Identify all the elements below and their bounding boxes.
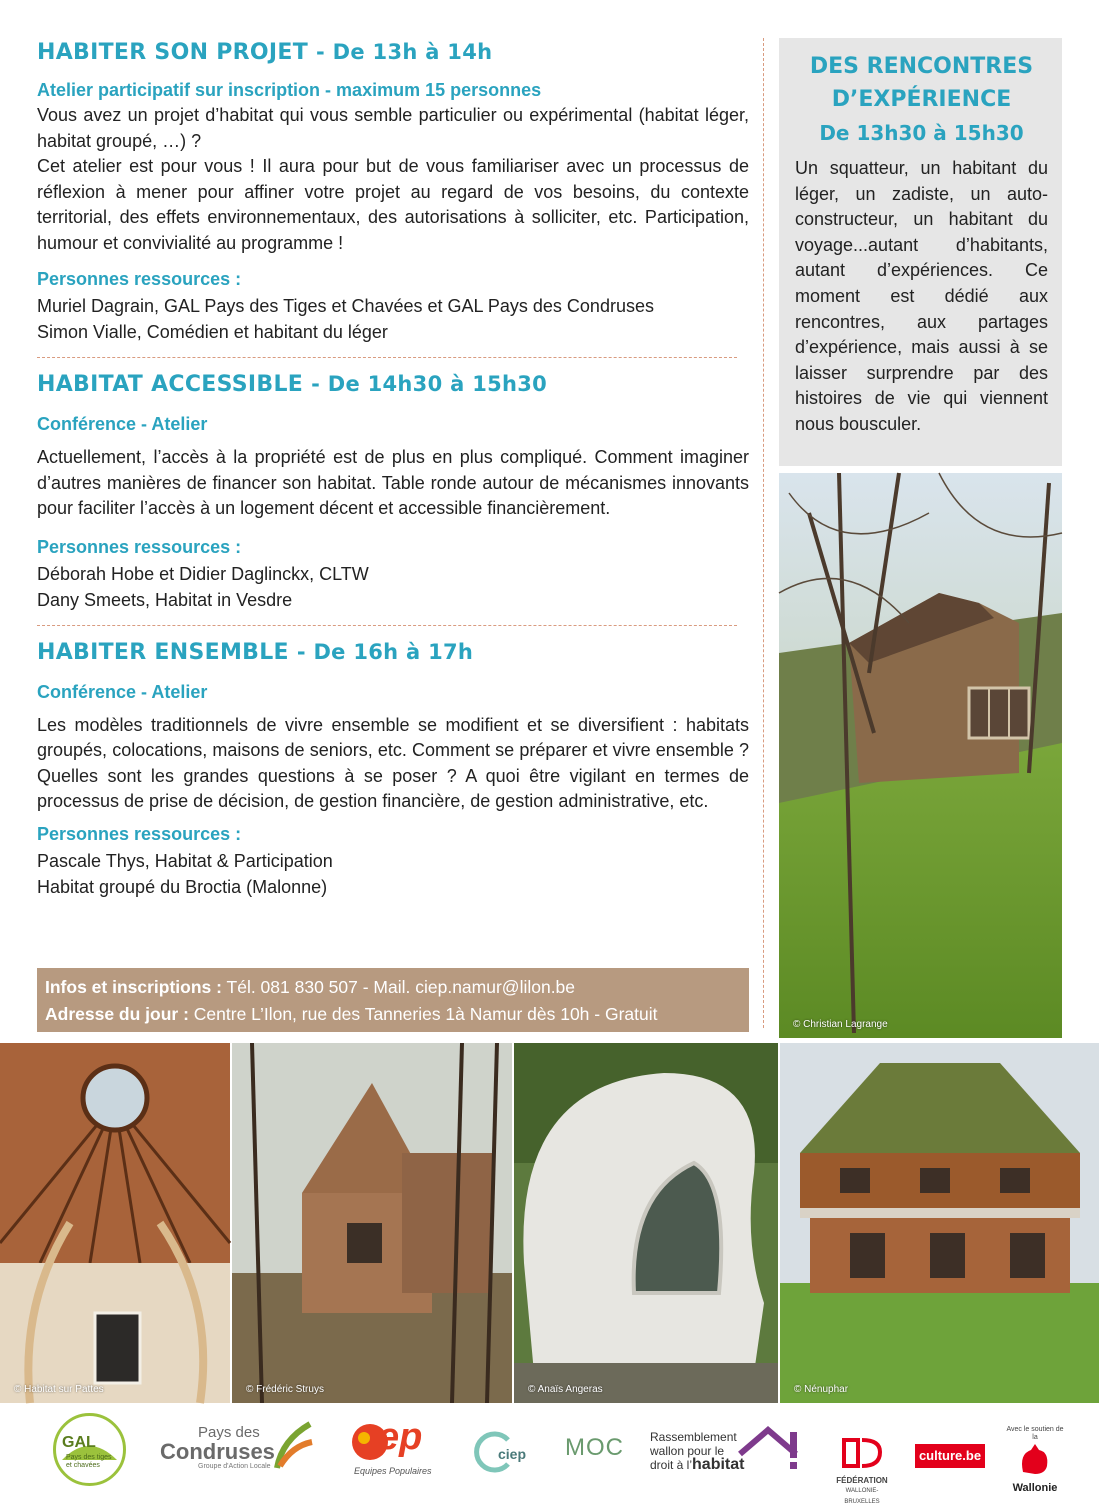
section-title [37, 370, 749, 399]
wallonie-name: Wallonie [1012, 1482, 1058, 1494]
photo-wooden-house-forest [232, 1043, 512, 1403]
condruses-line1: Pays des [198, 1424, 260, 1441]
section-title-text: HABITER ENSEMBLE [37, 639, 289, 665]
sidebar-title [795, 50, 1048, 116]
section-title-text: HABITER SON PROJET [37, 40, 309, 65]
info-box [37, 968, 749, 1032]
section-description [37, 713, 749, 815]
program-column [37, 38, 749, 900]
paragraph: Les modèles traditionnels de vivre ensemble se modifient et se diversifient : habitats groupés, colocations, maisons de seniors, etc. Comment se préparer et vivre ensemble ? Quelles sont les grandes questions à se poser ? A quoi être vigilant en termes de processus de prise de décision, de gestion financière, de gestion administrative, etc. [37, 714, 749, 811]
infos-value: Tél. 081 830 507 - Mail. ciep.namur@lilon.be [226, 977, 576, 997]
resources-list [37, 848, 749, 900]
address-value: Centre L’Ilon, rue des Tanneries 1à Namur dès 10h - Gratuit [193, 1004, 658, 1024]
sidebar-time: De 13h30 à 15h30 [819, 121, 1024, 145]
resource-person: Habitat groupé du Broctia (Malonne) [37, 876, 328, 897]
ep-name: ep [378, 1416, 423, 1458]
gal-name: GAL [62, 1434, 96, 1451]
pays-des-condruses-logo [160, 1424, 320, 1484]
rwdh-line3: droit à l’ [650, 1458, 693, 1472]
sidebar-rencontres [779, 38, 1062, 466]
photo-credit: © Habitat sur Pattes [14, 1384, 104, 1395]
resources-label: Personnes ressources : [37, 823, 242, 844]
resource-person: Muriel Dagrain, GAL Pays des Tiges et Chavées et GAL Pays des Condruses [37, 296, 654, 316]
section-title-text: HABITAT ACCESSIBLE [37, 372, 304, 397]
ciep-name: ciep [498, 1446, 527, 1462]
partner-logos [0, 1406, 1099, 1505]
rwdh-line2: wallon pour le [650, 1444, 725, 1458]
rwdh-line1: Rassemblement [650, 1430, 737, 1444]
column-divider [763, 38, 764, 1028]
paragraph: Actuellement, l’accès à la propriété est de plus en plus compliqué. Comment imaginer d’autres manières de financer son habitat. Table ronde autour de mécanismes innovants pour faciliter l’accès à un logement décent et accessible financièrement. [37, 447, 749, 518]
rwdh-word: habitat [692, 1456, 745, 1473]
wallonie-support: Avec le soutien de la [1006, 1426, 1064, 1441]
fwb-line2: WALLONIE-BRUXELLES [844, 1488, 880, 1505]
address-line [45, 1001, 741, 1028]
infos-label: Infos et inscriptions : [45, 977, 222, 997]
photo-wooden-cabin [779, 473, 1062, 1038]
resources-list [37, 561, 749, 613]
rwdh-logo [650, 1430, 810, 1492]
resource-person: Dany Smeets, Habitat in Vesdre [37, 589, 293, 610]
address-label: Adresse du jour : [45, 1004, 189, 1024]
section-habiter-ensemble [37, 638, 749, 900]
resources-list [37, 293, 749, 345]
ep-subtitle: Equipes Populaires [354, 1466, 432, 1476]
gal-tiges-chavees-logo [52, 1412, 127, 1487]
resources-label: Personnes ressources : [37, 536, 242, 557]
resource-person: Déborah Hobe et Didier Daglinckx, CLTW [37, 563, 369, 584]
sidebar-body: Un squatteur, un habitant du léger, un zadiste, un auto-constructeur, un habitant du voyage...autant d’habitants, autant d’expériences. Ce moment est dédié aux rencontres, aux partages d’expérience, mais aussi à se laisser surprendre par des histoires de vie qui viennent nous bousculer. [795, 158, 1048, 434]
photo-yurt-interior [0, 1043, 230, 1403]
section-time: - De 13h à 14h [316, 40, 493, 64]
fwb-line1: FÉDÉRATION [836, 1476, 888, 1485]
gal-subtitle: Pays des tiges et chavées [66, 1454, 112, 1469]
condruses-subtitle: Groupe d'Action Locale [198, 1463, 271, 1470]
section-divider [37, 625, 737, 626]
section-title [37, 38, 749, 67]
moc-logo [565, 1434, 629, 1474]
paragraph: Cet atelier est pour vous ! Il aura pour but de vous familiariser avec un processus de réflexion à mener pour affiner votre projet au regard de vos besoins, du contexte territorial, des effets environnementaux, des autorisations à solliciter, etc. Participation, humour et convivialité au programme ! [37, 156, 749, 253]
section-description [37, 445, 749, 522]
section-divider [37, 357, 737, 358]
ciep-logo [474, 1432, 544, 1482]
rooster-icon [1015, 1442, 1055, 1478]
sidebar-title-line: DES RENCONTRES [809, 54, 1034, 79]
resource-person: Pascale Thys, Habitat & Participation [37, 850, 333, 871]
section-title [37, 638, 749, 667]
equipes-populaires-logo [348, 1416, 448, 1484]
condruses-line2: Condruses [160, 1439, 275, 1464]
section-habiter-son-projet [37, 38, 749, 345]
photo-credit: © Christian Lagrange [793, 1019, 888, 1030]
culture-name: culture.be [918, 1448, 982, 1463]
section-description [37, 103, 749, 256]
culture-be-logo [915, 1444, 985, 1468]
section-subtitle: Conférence - Atelier [37, 414, 208, 434]
paragraph: Vous avez un projet d’habitat qui vous semble particulier ou expérimental (habitat léger, habitat groupé, …) ? [37, 105, 749, 151]
infos-line [45, 974, 741, 1001]
photo-earth-dome [514, 1043, 778, 1403]
resources-label: Personnes ressources : [37, 269, 242, 289]
sidebar-title-line: D’EXPÉRIENCE [831, 87, 1012, 112]
photo-credit: © Anaïs Angeras [528, 1384, 603, 1395]
federation-wallonie-bruxelles-logo [830, 1436, 894, 1505]
photo-round-wooden-house [780, 1043, 1099, 1403]
section-subtitle: Conférence - Atelier [37, 681, 208, 702]
resource-person: Simon Vialle, Comédien et habitant du léger [37, 322, 388, 342]
moc-name: MOC [565, 1434, 624, 1461]
photo-credit: © Frédéric Struys [246, 1384, 324, 1395]
section-time: - De 16h à 17h [296, 639, 474, 664]
section-habitat-accessible [37, 370, 749, 613]
photo-credit: © Nénuphar [794, 1384, 849, 1395]
section-subtitle: Atelier participatif sur inscription - maximum 15 personnes [37, 80, 542, 100]
section-time: - De 14h30 à 15h30 [311, 372, 548, 396]
wallonie-logo [1005, 1426, 1065, 1498]
